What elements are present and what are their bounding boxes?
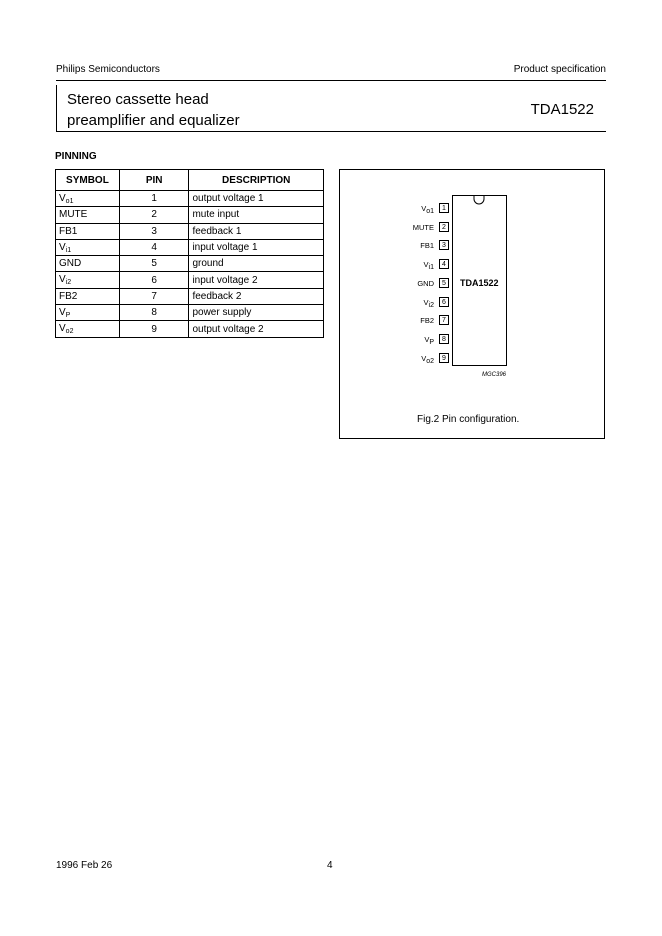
document-title <box>67 89 240 131</box>
symbol-cell: $V_{o1}$ <box>56 191 120 207</box>
table-row <box>56 305 324 321</box>
pin-number-box: 9 <box>439 353 449 363</box>
pinning-table <box>55 169 324 338</box>
pin-number-box: 5 <box>439 278 449 288</box>
description-cell: ground <box>189 256 324 272</box>
symbol-cell: $V_{o2}$ <box>56 321 120 337</box>
pin-number-box: 6 <box>439 297 449 307</box>
pin-label: FB2 <box>420 316 434 326</box>
table-row <box>56 321 324 337</box>
description-cell: input voltage 1 <box>189 239 324 255</box>
pin-label: GND <box>417 278 434 288</box>
pin-number-box: 7 <box>439 315 449 325</box>
symbol-cell: MUTE <box>56 207 120 223</box>
pin-cell: 5 <box>119 256 189 272</box>
figure-code: MGC396 <box>482 372 507 378</box>
table-row <box>56 223 324 239</box>
pin-label: $V_{o2}$ <box>421 353 434 365</box>
symbol-cell: GND <box>56 256 120 272</box>
header-description: DESCRIPTION <box>189 170 324 191</box>
title-line-1: Stereo cassette head <box>67 91 209 108</box>
pin-cell: 3 <box>119 223 189 239</box>
page-number: 4 <box>327 860 333 871</box>
pin-label: $V_{i1}$ <box>423 260 434 272</box>
description-cell: power supply <box>189 305 324 321</box>
header-rule <box>56 80 606 81</box>
pin-number-box: 3 <box>439 240 449 250</box>
chip-label: TDA1522 <box>460 278 499 288</box>
description-cell: output voltage 2 <box>189 321 324 337</box>
description-cell: input voltage 2 <box>189 272 324 288</box>
description-cell: feedback 2 <box>189 288 324 304</box>
symbol-cell: $V_{i2}$ <box>56 272 120 288</box>
pin-label: $V_{i2}$ <box>423 297 434 309</box>
title-rule <box>56 131 606 132</box>
symbol-cell: FB1 <box>56 223 120 239</box>
symbol-cell: $V_P$ <box>56 305 120 321</box>
company-name: Philips Semiconductors <box>56 64 160 75</box>
pin-number-box: 4 <box>439 259 449 269</box>
pin-cell: 8 <box>119 305 189 321</box>
pin1-notch-icon <box>472 195 486 205</box>
table-row <box>56 272 324 288</box>
description-cell: output voltage 1 <box>189 191 324 207</box>
header-symbol: SYMBOL <box>56 170 120 191</box>
figure-caption: Fig.2 Pin configuration. <box>417 414 520 425</box>
symbol-cell: $V_{i1}$ <box>56 239 120 255</box>
symbol-cell: FB2 <box>56 288 120 304</box>
pin-label: MUTE <box>412 222 434 232</box>
pin-number-box: 2 <box>439 222 449 232</box>
pin-number-box: 1 <box>439 203 449 213</box>
table-row <box>56 191 324 207</box>
pin-number-box: 8 <box>439 334 449 344</box>
section-heading: PINNING <box>55 151 97 162</box>
spec-type: Product specification <box>513 64 606 75</box>
pin-cell: 6 <box>119 272 189 288</box>
pin-cell: 1 <box>119 191 189 207</box>
pin-label: $V_P$ <box>424 334 434 346</box>
description-cell: mute input <box>189 207 324 223</box>
part-number: TDA1522 <box>530 101 594 118</box>
pin-cell: 9 <box>119 321 189 337</box>
table-row <box>56 256 324 272</box>
table-header-row <box>56 170 324 191</box>
header-pin: PIN <box>119 170 189 191</box>
table-row <box>56 239 324 255</box>
footer-date: 1996 Feb 26 <box>56 860 113 871</box>
pin-cell: 2 <box>119 207 189 223</box>
pin-label: FB1 <box>420 241 434 251</box>
table-row <box>56 288 324 304</box>
table-row <box>56 207 324 223</box>
pin-cell: 7 <box>119 288 189 304</box>
description-cell: feedback 1 <box>189 223 324 239</box>
title-divider-left <box>56 85 57 132</box>
title-line-2: preamplifier and equalizer <box>67 112 240 129</box>
pin-cell: 4 <box>119 239 189 255</box>
pin-label: $V_{o1}$ <box>421 204 434 215</box>
